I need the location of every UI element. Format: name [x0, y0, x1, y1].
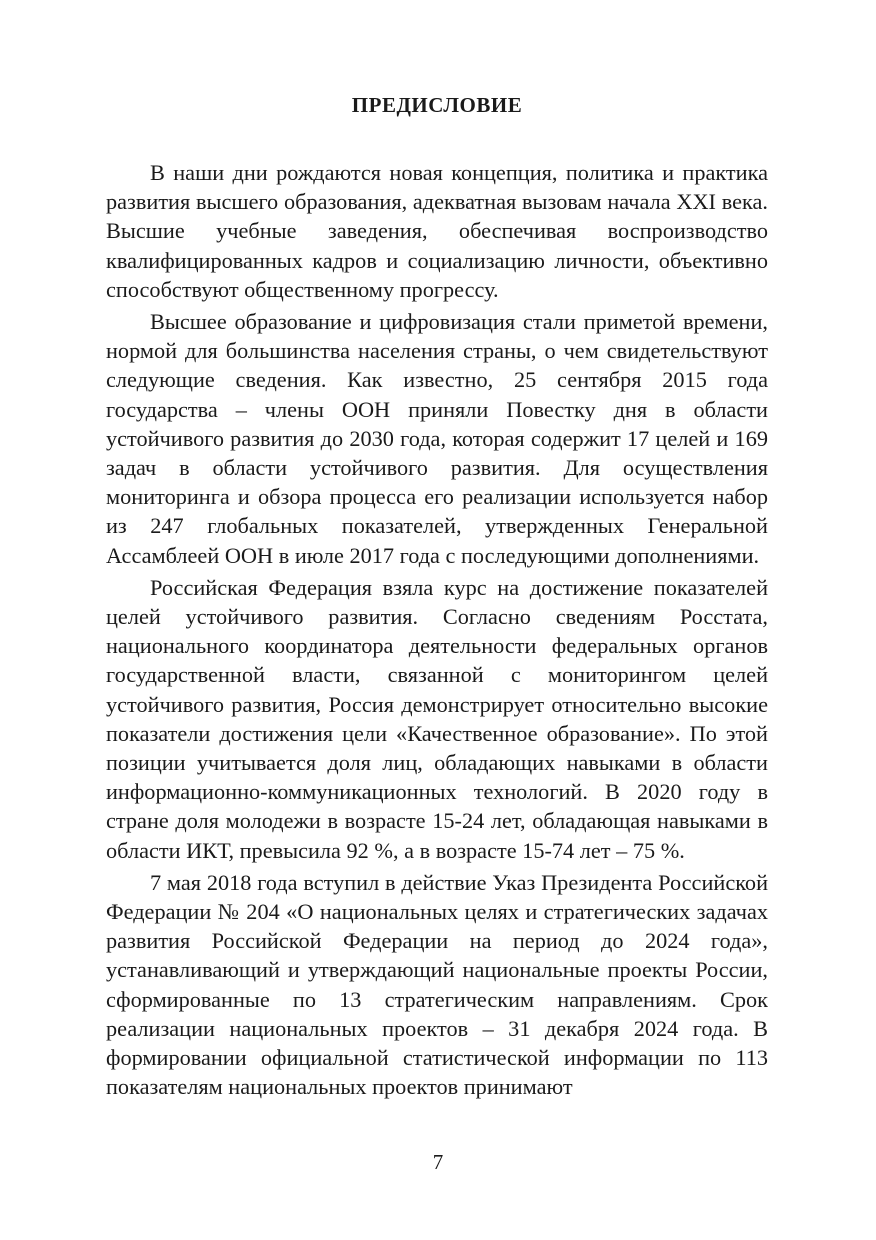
paragraph-1: В наши дни рождаются новая концепция, политика и практика развития высшего образования, адекватная вызовам начала XXI века. Высшие учебные заведения, обеспечивая воспроизводство квалифицированных кадров и социализацию личности, объективно способствуют общественному прогрессу. — [106, 160, 768, 302]
page-number: 7 — [432, 1150, 444, 1174]
paragraph-3: Российская Федерация взяла курс на достижение показателей целей устойчивого развития. Согласно сведениям Росстата, национального координатора деятельности федеральных органов государственной власти, связанной с мониторингом целей устойчивого развития, Россия демонстрирует относительно высокие показатели достижения цели «Качественное образование». По этой позиции учитывается доля лиц, обладающих навыками в области информационно-коммуникационных технологий. В 2020 году в стране доля молодежи в возрасте 15-24 лет, обладающая навыками в области ИКТ, превысила 92 %, а в возрасте 15-74 лет – 75 %. — [106, 574, 768, 863]
paragraph-4: 7 мая 2018 года вступил в действие Указ Президента Российской Федерации № 204 «О национальных целях и стратегических задачах развития Российской Федерации на период до 2024 года», устанавливающий и утверждающий национальные проекты России, сформированные по 13 стратегическим направлениям. Срок реализации национальных проектов – 31 декабря 2024 года. В формировании официальной статистической информации по 113 показателям национальных проектов принимают — [106, 869, 768, 1100]
page-body — [106, 90, 768, 1105]
paragraph-2: Высшее образование и цифровизация стали приметой времени, нормой для большинства населения страны, о чем свидетельствуют следующие сведения. Как известно, 25 сентября 2015 года государства – члены ООН приняли Повестку дня в области устойчивого развития до 2030 года, которая содержит 17 целей и 169 задач в области устойчивого развития. Для осуществления мониторинга и обзора процесса его реализации используется набор из 247 глобальных показателей, утвержденных Генеральной Ассамблеей ООН в июле 2017 года с последующими дополнениями. — [106, 309, 768, 568]
page-title: ПРЕДИСЛОВИЕ — [351, 93, 523, 117]
